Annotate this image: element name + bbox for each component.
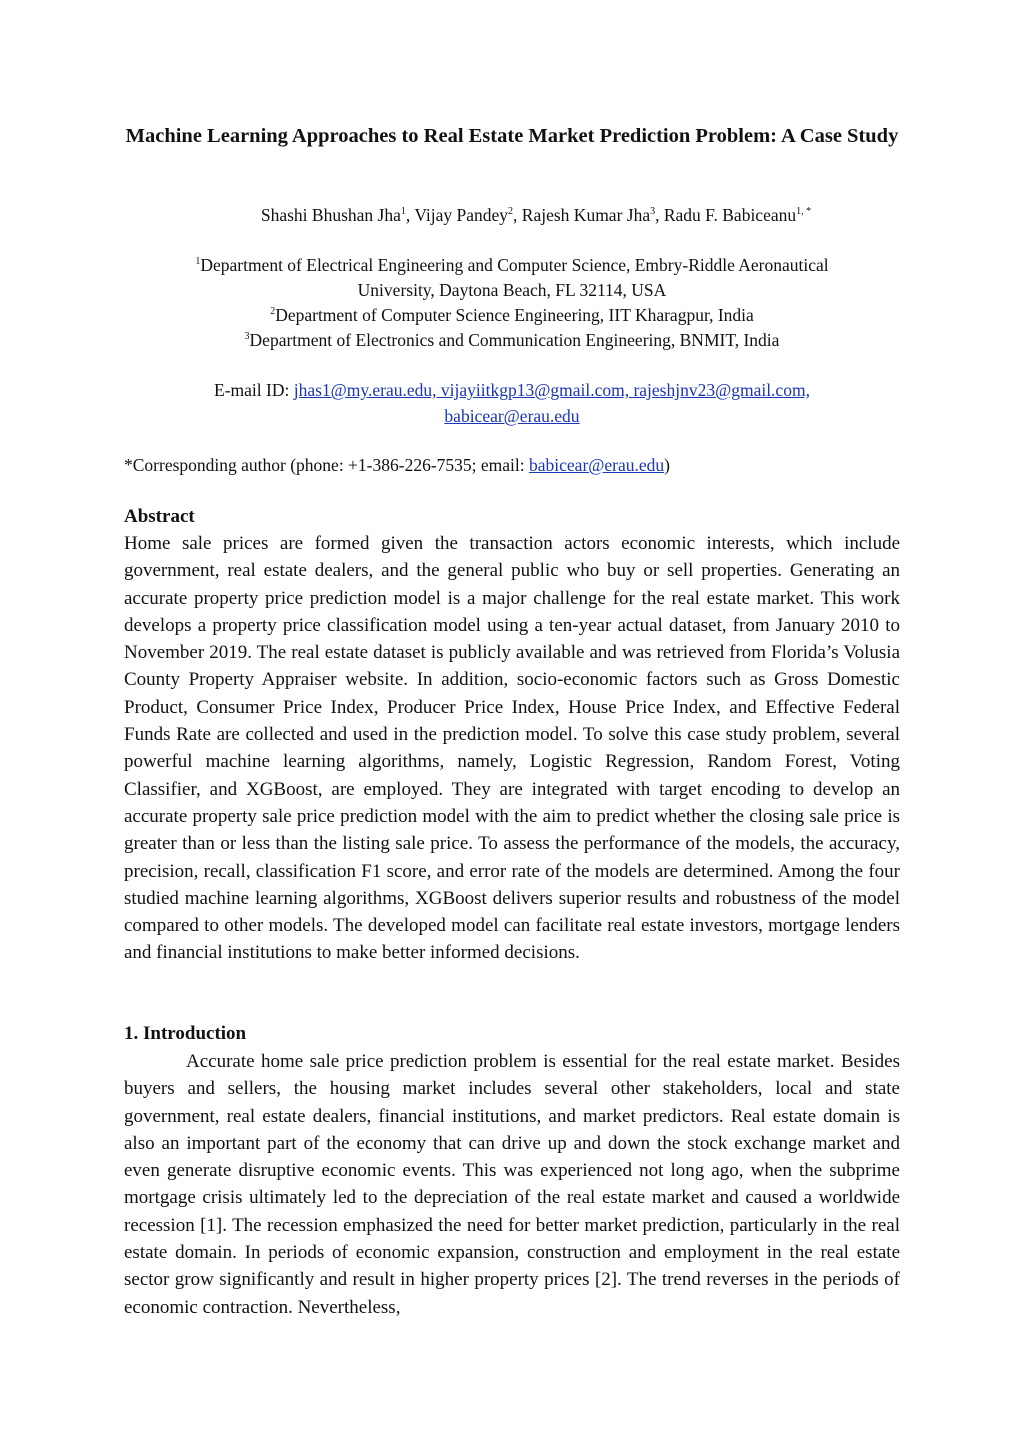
introduction-heading: 1. Introduction	[124, 1023, 247, 1044]
corresponding-email-link[interactable]: babicear@erau.edu	[529, 455, 665, 475]
paper-title: Machine Learning Approaches to Real Estate Market Prediction Problem: A Case Study	[125, 125, 899, 147]
email-block	[124, 377, 900, 429]
affiliation-1-line-1: $^1$Department of Electrical Engineering and Computer Science, Embry-Riddle Aeronautical	[195, 255, 829, 275]
author-name: Rajesh Kumar Jha	[521, 205, 651, 225]
email-link-babicear[interactable]: babicear@erau.edu	[444, 406, 580, 426]
affiliation-1-line-2: University, Daytona Beach, FL 32114, USA	[357, 280, 667, 300]
affiliation-3: $^3$Department of Electronics and Communication Engineering, BNMIT, India	[244, 330, 780, 350]
introduction-text: Accurate home sale price prediction problem is essential for the real estate market. Besides buyers and sellers, the housing market includes several other stakeholders, local and state government, real estate dealers, financial institutions, and market predictors. Real estate domain is also an important part of the economy that can drive up and down the stock exchange market and even generate disruptive economic events. This was experienced not long ago, when the subprime mortgage crisis ultimately led to the depreciation of the real estate market and caused a worldwide recession [1]. The recession emphasized the need for better market prediction, particularly in the real estate domain. In periods of economic expansion, construction and employment in the real estate sector grow significantly and result in higher property prices [2]. The trend reverses in the periods of economic contraction. Nevertheless,	[124, 1051, 900, 1318]
abstract-text: Home sale prices are formed given the transaction actors economic interests, which include government, real estate dealers, and the general public who buy or sell properties. Generating an accurate property price prediction model is a major challenge for the real estate market. This work develops a property price classification model using a ten-year actual dataset, from January 2010 to November 2019. The real estate dataset is publicly available and was retrieved from Florida’s Volusia County Property Appraiser website. In addition, socio-economic factors such as Gross Domestic Product, Consumer Price Index, Producer Price Index, House Price Index, and Effective Federal Funds Rate are collected and used in the prediction model. To solve this case study problem, several powerful machine learning algorithms, namely, Logistic Regression, Random Forest, Voting Classifier, and XGBoost, are employed. They are integrated with target encoding to develop an accurate property sale price prediction model with the aim to predict whether the closing sale price is greater than or less than the listing sale price. To assess the performance of the models, the accuracy, precision, recall, classification F1 score, and error rate of the models are determined. Among the four studied machine learning algorithms, XGBoost delivers superior results and robustness of the model compared to other models. The developed model can facilitate real estate investors, mortgage lenders and financial institutions to make better informed decisions.	[124, 533, 900, 964]
author-name: Shashi Bhushan Jha	[260, 205, 401, 225]
author-affiliation-mark: 1	[400, 206, 406, 218]
email-label: E-mail ID:	[214, 380, 294, 400]
affiliations	[124, 253, 900, 353]
email-links[interactable]: jhas1@my.erau.edu, vijayiitkgp13@gmail.com, rajeshjnv23@gmail.com,	[293, 380, 810, 400]
author-list: Shashi Bhushan Jha$^1$, Vijay Pandey$^2$, Rajesh Kumar Jha$^3$, Radu F. Babiceanu$^{1, *}$	[260, 205, 812, 225]
affiliation-2: $^2$Department of Computer Science Engineering, IIT Kharagpur, India	[270, 305, 754, 325]
author-affiliation-mark: 1, *	[796, 206, 812, 218]
author-affiliation-mark: 3	[650, 206, 656, 218]
author-name: Radu F. Babiceanu	[663, 205, 797, 225]
author-name: Vijay Pandey	[414, 205, 509, 225]
corresponding-author: *Corresponding author (phone: +1-386-226-7535; email: babicear@erau.edu)	[124, 455, 670, 475]
abstract-heading: Abstract	[124, 506, 195, 527]
author-affiliation-mark: 2	[508, 206, 514, 218]
